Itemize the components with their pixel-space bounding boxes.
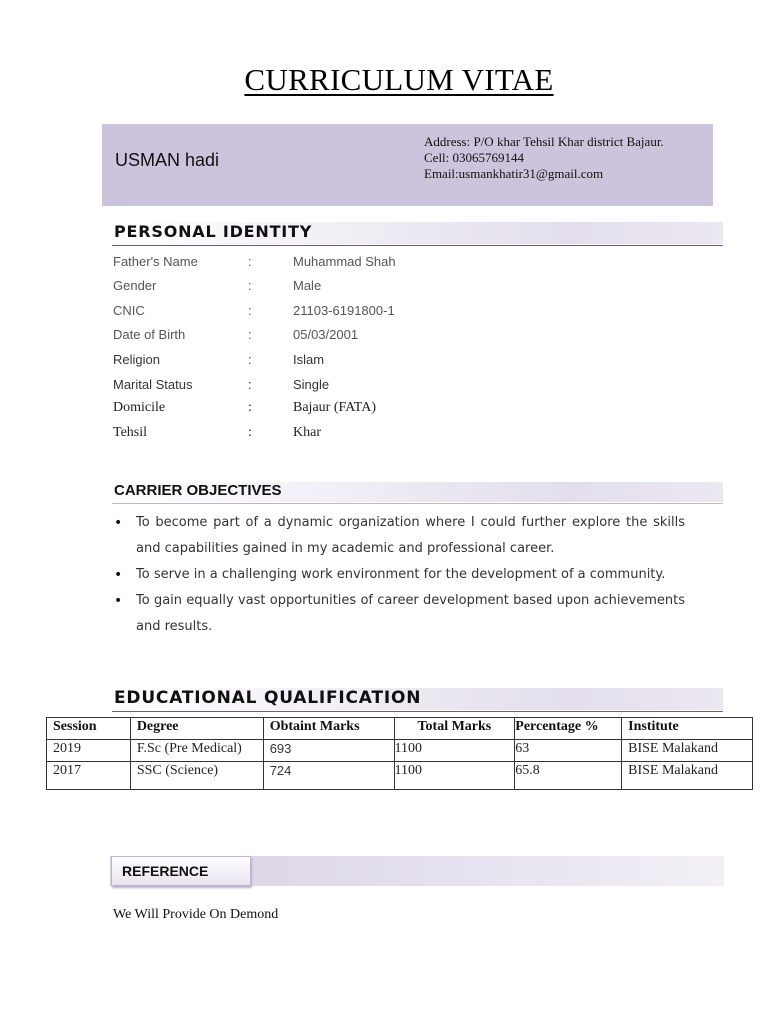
objective-item: • To gain equally vast opportunities of career development based upon achievements and results. — [112, 588, 685, 640]
education-divider — [112, 711, 723, 712]
cell-session: 2017 — [47, 762, 131, 790]
education-table — [46, 717, 753, 790]
pi-row-domicile: Domicile : Bajaur (FATA) — [113, 400, 376, 415]
cell-degree: F.Sc (Pre Medical) — [130, 740, 263, 762]
table-row — [47, 740, 753, 762]
objective-item: • To serve in a challenging work environment for the development of a community. — [112, 562, 685, 588]
pi-row-cnic: CNIC : 21103-6191800-1 — [113, 303, 395, 318]
col-header-institute: Institute — [622, 718, 753, 740]
cell-institute: BISE Malakand — [622, 762, 753, 790]
objectives-heading: CARRIER OBJECTIVES — [112, 482, 723, 502]
col-header-session: Session — [47, 718, 131, 740]
col-header-obtained-marks: Obtaint Marks — [263, 718, 394, 740]
col-header-degree: Degree — [130, 718, 263, 740]
personal-identity-divider — [112, 245, 723, 246]
cell-degree: SSC (Science) — [130, 762, 263, 790]
objective-item: • To become part of a dynamic organization where I could further explore the skills and capabilities gained in my academic and professional career. — [112, 510, 685, 562]
page-title: CURRICULUM VITAE — [244, 62, 554, 97]
pi-row-date-of-birth: Date of Birth : 05/03/2001 — [113, 327, 359, 342]
cell-percentage: 63 — [515, 740, 622, 762]
col-header-percentage: Percentage % — [515, 718, 622, 740]
header-box — [102, 124, 713, 206]
cell-total-marks: 1100 — [394, 740, 515, 762]
objectives-list — [112, 510, 685, 640]
cell-session: 2019 — [47, 740, 131, 762]
col-header-total-marks: Total Marks — [394, 718, 515, 740]
education-heading: EDUCATIONAL QUALIFICATION — [112, 688, 723, 710]
objectives-divider — [112, 503, 723, 504]
pi-row-religion: Religion : Islam — [113, 352, 325, 367]
email-text: Email:usmankhatir31@gmail.com — [424, 166, 604, 181]
pi-row-gender: Gender : Male — [113, 278, 322, 293]
table-row — [47, 762, 753, 790]
pi-row-tehsil: Tehsil : Khar — [113, 425, 321, 440]
address-text: Address: P/O khar Tehsil Khar district Bajaur. — [424, 134, 664, 149]
cell-total-marks: 1100 — [394, 762, 515, 790]
cell-obtained-marks: 724 — [263, 762, 394, 790]
reference-text: We Will Provide On Demond — [113, 907, 279, 922]
contact-block — [424, 134, 664, 182]
candidate-name: USMAN hadi — [115, 150, 220, 170]
table-header-row — [47, 718, 753, 740]
reference-heading: REFERENCE — [111, 856, 251, 886]
personal-identity-heading: PERSONAL IDENTITY — [112, 222, 723, 244]
pi-row-marital-status: Marital Status : Single — [113, 377, 330, 392]
cell-text: Cell: 03065769144 — [424, 150, 525, 165]
cell-institute: BISE Malakand — [622, 740, 753, 762]
pi-row-fathers-name: Father's Name : Muhammad Shah — [113, 254, 396, 269]
cell-percentage: 65.8 — [515, 762, 622, 790]
cell-obtained-marks: 693 — [263, 740, 394, 762]
